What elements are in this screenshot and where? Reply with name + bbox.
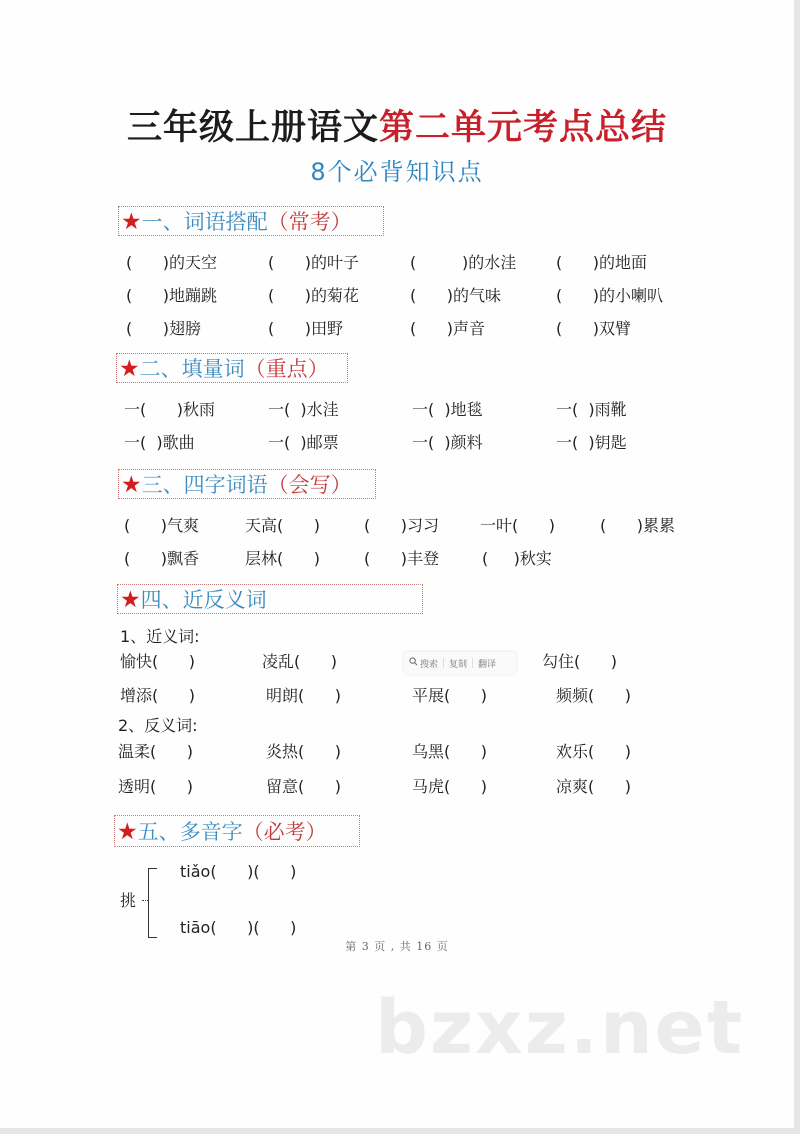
reading-tiao1: tiāo( )( ) — [180, 918, 297, 937]
brace — [148, 868, 157, 938]
popup-copy-button[interactable]: 复制 — [449, 659, 468, 670]
antonym-row: 透明( ) 留意( ) 马虎( ) 凉爽( ) — [118, 777, 632, 796]
star-icon: ★ — [120, 587, 141, 613]
star-icon: ★ — [119, 356, 140, 382]
search-icon — [409, 657, 418, 669]
synonym-row: 增添( ) 明朗( ) 平展( ) 频频( ) — [120, 686, 632, 705]
watermark: bzxz.net — [375, 985, 745, 1071]
viewer-edge — [0, 1128, 800, 1134]
reading-tiao3: tiǎo( )( ) — [180, 862, 297, 881]
page-title — [0, 104, 794, 152]
star-icon: ★ — [121, 472, 142, 498]
antonyms-label: 2、反义词: — [118, 716, 198, 735]
star-icon: ★ — [121, 209, 142, 235]
title-grade: 三年级上册语文 — [126, 108, 379, 148]
antonym-row: 温柔( ) 炎热( ) 乌黑( ) 欢乐( ) — [118, 742, 632, 761]
star-icon: ★ — [117, 819, 138, 845]
collocation-row: ( )翅膀 ( )田野 ( )声音 ( )双臂 — [126, 319, 632, 338]
selection-popup — [404, 652, 516, 674]
collocation-row: ( )的天空 ( )的叶子 ( )的水洼 ( )的地面 — [126, 253, 648, 272]
section-heading-4: ★四、近反义词 — [117, 584, 423, 614]
section-heading-2: ★二、填量词（重点） — [116, 353, 348, 383]
idiom-row: ( )飘香 层林( ) ( )丰登 ( )秋实 — [124, 549, 552, 568]
page-footer: 第 3 页 , 共 16 页 — [345, 940, 449, 953]
synonym-row: 愉快( ) 凌乱( ) 勾住( ) — [120, 652, 618, 671]
popup-translate-button[interactable]: 翻译 — [478, 659, 497, 670]
page-subtitle: 8个必背知识点 — [310, 158, 484, 186]
title-unit: 第二单元考点总结 — [379, 108, 668, 148]
collocation-row: ( )地蹦跳 ( )的菊花 ( )的气味 ( )的小喇叭 — [126, 286, 664, 305]
popup-search-button[interactable]: 搜索 — [404, 657, 443, 670]
viewer-edge — [794, 0, 800, 1134]
section-heading-1: ★一、词语搭配（常考） — [118, 206, 384, 236]
synonyms-label: 1、近义词: — [120, 627, 200, 646]
idiom-row: ( )气爽 天高( ) ( )习习 一叶( ) ( )累累 — [124, 516, 676, 535]
section-heading-3: ★三、四字词语（会写） — [118, 469, 376, 499]
polyphone-char: 挑 — [120, 891, 137, 910]
measure-word-row: 一( )歌曲 一( )邮票 一( )颜料 一( )钥匙 — [124, 433, 627, 452]
measure-word-row: 一( )秋雨 一( )水洼 一( )地毯 一( )雨靴 — [124, 400, 627, 419]
section-heading-5: ★五、多音字（必考） — [114, 815, 360, 847]
